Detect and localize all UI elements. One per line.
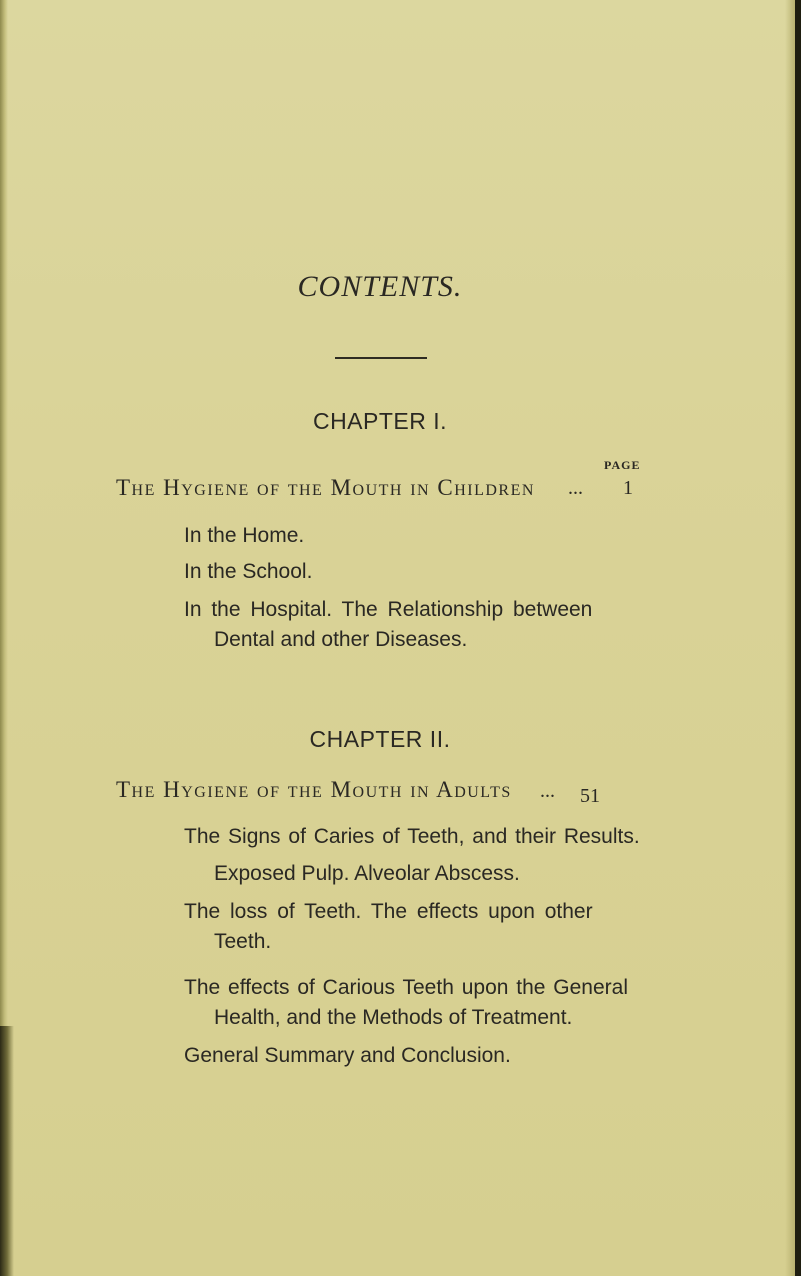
chapter-2-item: The Signs of Caries of Teeth, and their Results. <box>184 825 640 848</box>
chapter-2-item: Health, and the Methods of Treatment. <box>214 1006 573 1029</box>
page-right-shade <box>785 0 795 1276</box>
chapter-2-page-number: 51 <box>580 785 600 807</box>
page-binding-shadow <box>0 1026 14 1276</box>
chapter-2-item: General Summary and Conclusion. <box>184 1044 511 1067</box>
chapter-2-item: The effects of Carious Teeth upon the General <box>184 976 628 999</box>
chapter-1-item: In the Hospital. The Relationship between <box>184 598 593 621</box>
chapter-1-item: In the Home. <box>184 524 305 547</box>
title-rule <box>335 357 427 359</box>
chapter-1-heading: The Hygiene of the Mouth in Children <box>116 475 535 500</box>
chapter-2-heading: The Hygiene of the Mouth in Adults <box>116 777 512 802</box>
page-column-label: PAGE <box>604 458 641 472</box>
chapter-1-item: In the School. <box>184 560 313 583</box>
page-right-edge <box>795 0 801 1276</box>
chapter-1-leader: ... <box>568 477 583 499</box>
chapter-2-item: Teeth. <box>214 930 272 953</box>
chapter-1-item: Dental and other Diseases. <box>214 628 468 651</box>
chapter-2-label: CHAPTER II. <box>309 726 451 752</box>
chapter-2-leader: ... <box>540 780 555 802</box>
chapter-2-item: Exposed Pulp. Alveolar Abscess. <box>214 862 520 885</box>
contents-title: CONTENTS. <box>297 270 463 303</box>
chapter-2-item: The loss of Teeth. The effects upon other <box>184 900 593 923</box>
chapter-1-label: CHAPTER I. <box>312 408 448 434</box>
chapter-1-page-number: 1 <box>623 477 633 499</box>
